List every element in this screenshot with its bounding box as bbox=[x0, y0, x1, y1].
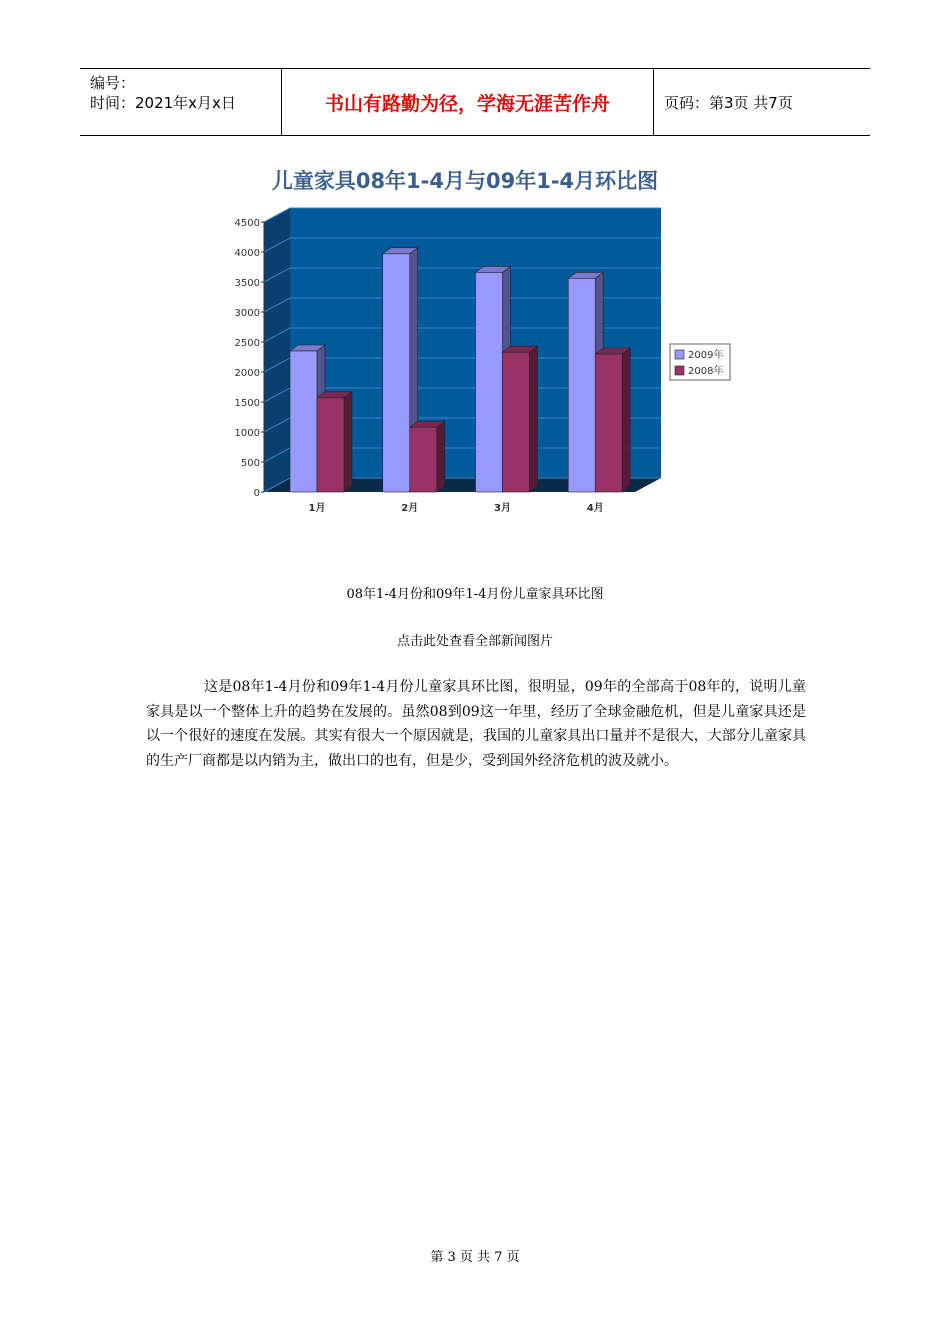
bar-2008 bbox=[410, 427, 437, 492]
legend-label: 2008年 bbox=[688, 366, 724, 377]
y-tick-label: 2000 bbox=[234, 368, 260, 379]
y-tick-label: 4000 bbox=[234, 248, 260, 259]
x-tick-label: 1月 bbox=[308, 503, 326, 514]
body-paragraph: 这是08年1-4月份和09年1-4月份儿童家具环比图，很明显，09年的全部高于08年的，说明儿童家具是以一个整体上升的趋势在发展的。虽然08到09这一年里，经历了全球金融危机，但是儿童家具还是以一个很好的速度在发展。其实有很大一个原因就是，我国的儿童家具出口量并不是很大，大部分儿童家具的生产厂商都是以内销为主，做出口的也有，但是少，受到国外经济危机的波及就小。 bbox=[146, 679, 806, 769]
bar-side bbox=[530, 346, 538, 492]
bar-side bbox=[344, 392, 352, 492]
date-label: 时间：2021年x月x日 bbox=[90, 94, 236, 112]
page-header bbox=[80, 68, 870, 136]
x-tick-label: 4月 bbox=[586, 503, 604, 514]
header-meta bbox=[80, 69, 281, 135]
header-motto: 书山有路勤为径，学海无涯苦作舟 bbox=[281, 69, 654, 135]
page-footer: 第 3 页 共 7 页 bbox=[430, 1250, 520, 1265]
header-page-info: 页码：第3页 共7页 bbox=[664, 93, 793, 112]
legend-swatch bbox=[675, 366, 684, 375]
plot-side-wall bbox=[264, 208, 290, 492]
y-tick-label: 1500 bbox=[234, 398, 260, 409]
x-tick-label: 2月 bbox=[401, 503, 419, 514]
legend-label: 2009年 bbox=[688, 350, 724, 361]
y-tick-label: 2500 bbox=[234, 338, 260, 349]
bar-side bbox=[437, 421, 445, 492]
y-tick-label: 500 bbox=[240, 458, 260, 469]
y-tick-label: 3000 bbox=[234, 308, 260, 319]
bar-side bbox=[622, 348, 630, 492]
bar-2009 bbox=[290, 351, 317, 492]
legend-swatch bbox=[675, 350, 684, 359]
bar-2008 bbox=[317, 398, 344, 492]
chart-title: 儿童家具08年1-4月与09年1-4月环比图 bbox=[271, 169, 659, 193]
x-tick-label: 3月 bbox=[494, 503, 511, 514]
y-tick-label: 1000 bbox=[234, 428, 260, 439]
bar-chart bbox=[220, 196, 750, 526]
chart-caption: 08年1-4月份和09年1-4月份儿童家具环比图 bbox=[346, 587, 604, 602]
y-tick-label: 3500 bbox=[234, 278, 260, 289]
view-all-images-link[interactable]: 点击此处查看全部新闻图片 bbox=[396, 634, 553, 649]
bar-2008 bbox=[503, 352, 530, 492]
bar-2009 bbox=[476, 272, 503, 492]
y-tick-label: 4500 bbox=[234, 218, 260, 229]
y-tick-label: 0 bbox=[253, 488, 260, 499]
bar-2009 bbox=[568, 278, 595, 492]
bar-2008 bbox=[595, 354, 622, 492]
number-label: 编号： bbox=[90, 74, 136, 92]
bar-2009 bbox=[383, 254, 410, 492]
